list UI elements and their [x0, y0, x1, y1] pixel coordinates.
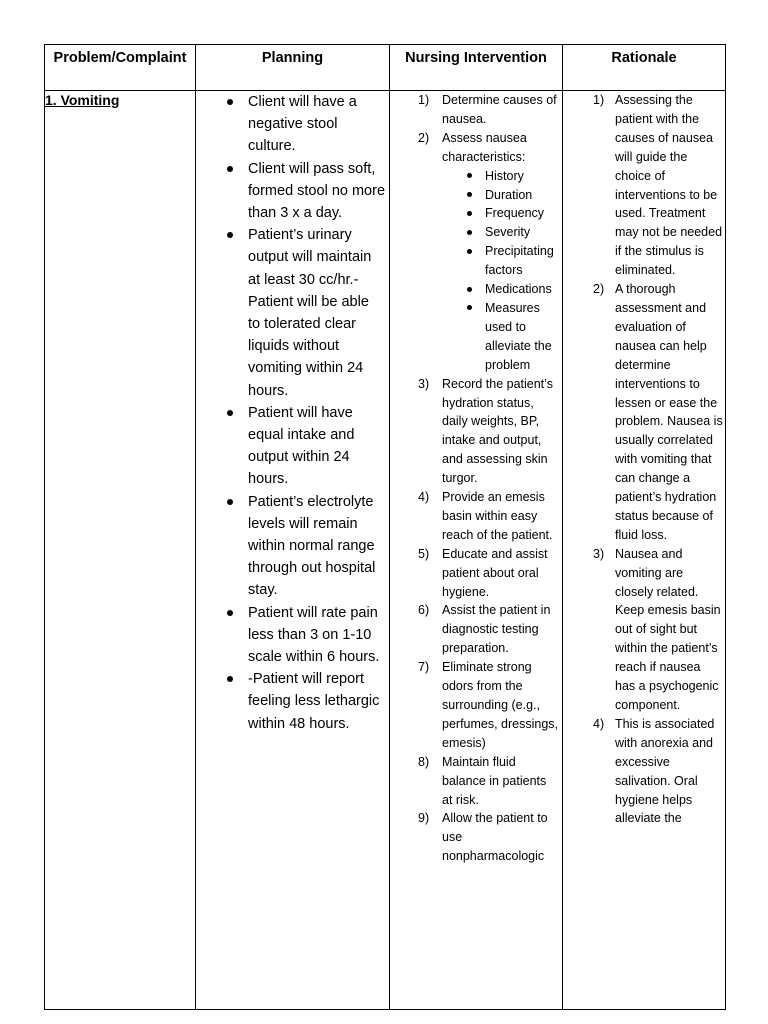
sub-list-item: Measures used to alleviate the problem [485, 299, 560, 375]
sub-list-item: Frequency [485, 204, 560, 223]
sub-list-item: Severity [485, 223, 560, 242]
item-number: 3) [418, 376, 430, 391]
item-text: Assess nausea characteristics: [442, 130, 527, 164]
planning-item: -Patient will report feeling less lethargic within 48 hours. [248, 668, 389, 735]
problem-cell [45, 91, 196, 1010]
item-number: 4) [593, 716, 605, 731]
rationale-item [563, 280, 723, 545]
header-planning: Planning [196, 45, 390, 91]
sub-list-item: Medications [485, 280, 560, 299]
header-rationale: Rationale [563, 45, 726, 91]
interventions-item [390, 488, 560, 545]
planning-item: Client will pass soft, formed stool no more than 3 x a day. [248, 158, 389, 225]
item-number: 4) [418, 490, 430, 505]
item-text: Assist the patient in diagnostic testing preparation. [442, 603, 551, 656]
item-text: Nausea and vomiting are closely related. Keep emesis basin out of sight but within the patient’s reach if nausea has a psychogenic component. [615, 546, 721, 712]
care-plan-table [44, 44, 726, 1010]
item-number: 1) [593, 93, 605, 107]
content-row [45, 91, 726, 1010]
rationale-item [563, 715, 723, 828]
item-text: Record the patient’s hydration status, daily weights, BP, intake and output, and assessing skin turgor. [442, 376, 553, 486]
sub-list-item: History [485, 167, 560, 186]
item-text: Assessing the patient with the causes of nausea will guide the choice of interventions to be used. Treatment may not be needed if the stimulus is eliminated. [615, 93, 723, 278]
item-number: 2) [593, 282, 605, 297]
item-number: 7) [418, 660, 430, 675]
interventions-item [390, 658, 560, 753]
rationale-list [563, 91, 725, 828]
rationale-item [563, 545, 723, 715]
planning-item: Patient will rate pain less than 3 on 1-10 scale within 6 hours. [248, 602, 389, 669]
planning-item: Patient’s electrolyte levels will remain within normal range through out hospital stay. [248, 491, 389, 602]
item-number: 6) [418, 603, 430, 618]
item-text: Maintain fluid balance in patients at risk. [442, 754, 547, 807]
planning-list [196, 91, 389, 735]
item-number: 8) [418, 754, 430, 769]
interventions-item [390, 545, 560, 602]
header-problem: Problem/Complaint [45, 45, 196, 91]
item-text: Educate and assist patient about oral hygiene. [442, 546, 548, 599]
interventions-item [390, 129, 560, 375]
item-text: Allow the patient to use nonpharmacologic [442, 811, 548, 864]
item-number: 5) [418, 546, 430, 561]
intervention-cell [390, 91, 563, 1010]
planning-item: Client will have a negative stool culture. [248, 91, 389, 158]
intervention-list [390, 91, 562, 866]
item-number: 9) [418, 811, 430, 826]
problem-title: 1. Vomiting [45, 92, 120, 108]
rationale-item [563, 91, 723, 280]
interventions-item [390, 375, 560, 488]
item-number: 3) [593, 546, 605, 561]
sub-list-item: Duration [485, 186, 560, 205]
rationale-cell [563, 91, 726, 1010]
item-text: Determine causes of nausea. [442, 93, 557, 126]
planning-cell [196, 91, 390, 1010]
planning-item: Patient will have equal intake and output within 24 hours. [248, 402, 389, 491]
item-text: Provide an emesis basin within easy reach of the patient. [442, 490, 553, 542]
interventions-item [390, 753, 560, 810]
item-text: This is associated with anorexia and excessive salivation. Oral hygiene helps alleviate the [615, 716, 715, 826]
sub-list [442, 167, 560, 375]
interventions-item [390, 809, 560, 866]
item-text: Eliminate strong odors from the surrounding (e.g., perfumes, dressings, emesis) [442, 660, 559, 750]
header-row [45, 45, 726, 91]
planning-item: Patient’s urinary output will maintain at least 30 cc/hr.-Patient will be able to tolerated clear liquids without vomiting within 24 hours. [248, 224, 389, 402]
header-intervention: Nursing Intervention [390, 45, 563, 91]
item-number: 2) [418, 130, 430, 145]
interventions-item [390, 601, 560, 658]
item-text: A thorough assessment and evaluation of nausea can help determine interventions to lessen or ease the problem. Nausea is usually correlated with vomiting that can change a patient’s hydration status because of fluid loss. [615, 282, 723, 542]
sub-list-item: Precipitating factors [485, 242, 560, 280]
interventions-item [390, 91, 560, 129]
item-number: 1) [418, 93, 430, 107]
